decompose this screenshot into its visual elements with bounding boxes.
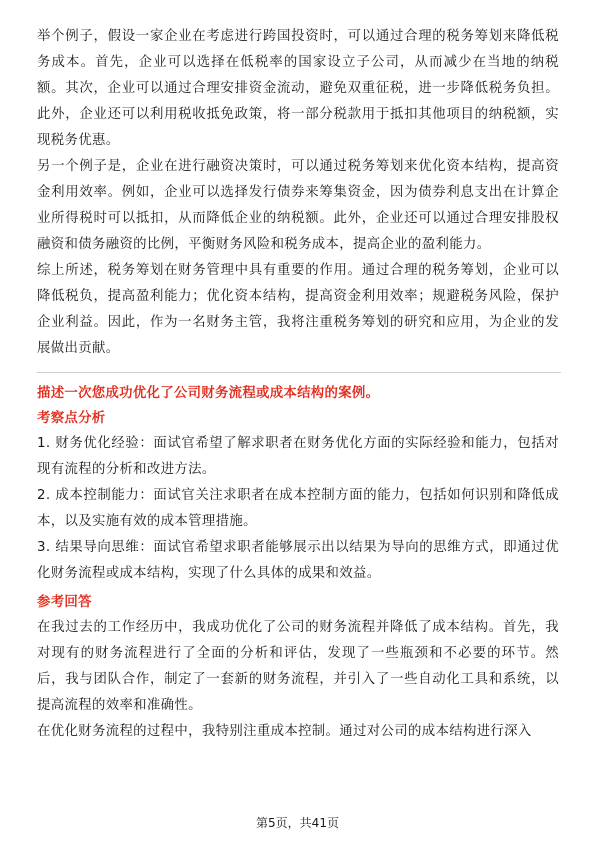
answer-heading: 参考回答	[37, 595, 92, 610]
page-footer: 第5页，共41页	[256, 816, 339, 830]
analysis-item: 3. 结果导向思维：面试官希望求职者能够展示出以结果为导向的思维方式，即通过优化财务流程或成本结构，实现了什么具体的成果和效益。	[37, 540, 559, 581]
analysis-item: 1. 财务优化经验：面试官希望了解求职者在财务优化方面的实际经验和能力，包括对现有流程的分析和改进方法。	[37, 436, 559, 477]
analysis-item: 2. 成本控制能力：面试官关注求职者在成本控制方面的能力，包括如何识别和降低成本，以及实施有效的成本管理措施。	[37, 488, 559, 529]
intro-paragraph: 综上所述，税务筹划在财务管理中具有重要的作用。通过合理的税务筹划，企业可以降低税负，提高盈利能力；优化资本结构，提高资金利用效率；规避税务风险，保护企业利益。因此，作为一名财务主管，我将注重税务筹划的研究和应用，为企业的发展做出贡献。	[37, 263, 559, 356]
document-page	[37, 24, 559, 745]
answer-paragraph: 在我过去的工作经历中，我成功优化了公司的财务流程并降低了成本结构。首先，我对现有的财务流程进行了全面的分析和评估，发现了一些瓶颈和不必要的环节。然后，我与团队合作，制定了一套新的财务流程，并引入了一些自动化工具和系统，以提高流程的效率和准确性。	[37, 620, 559, 713]
analysis-heading: 考察点分析	[37, 411, 106, 426]
intro-paragraph: 另一个例子是，企业在进行融资决策时，可以通过税务筹划来优化资本结构，提高资金利用效率。例如，企业可以选择发行债券来筹集资金，因为债券利息支出在计算企业所得税时可以抵扣，从而降低企业的纳税额。此外，企业还可以通过合理安排股权融资和债务融资的比例，平衡财务风险和税务成本，提高企业的盈利能力。	[37, 159, 559, 252]
interview-question: 描述一次您成功优化了公司财务流程或成本结构的案例。	[37, 386, 380, 401]
section-divider	[37, 372, 561, 373]
intro-paragraph: 举个例子，假设一家企业在考虑进行跨国投资时，可以通过合理的税务筹划来降低税务成本。首先，企业可以选择在低税率的国家设立子公司，从而减少在当地的纳税额。其次，企业可以通过合理安排资金流动，避免双重征税，进一步降低税务负担。此外，企业还可以利用税收抵免政策，将一部分税款用于抵扣其他项目的纳税额，实现税务优惠。	[37, 29, 559, 148]
answer-paragraph: 在优化财务流程的过程中，我特别注重成本控制。通过对公司的成本结构进行深入	[37, 724, 532, 739]
